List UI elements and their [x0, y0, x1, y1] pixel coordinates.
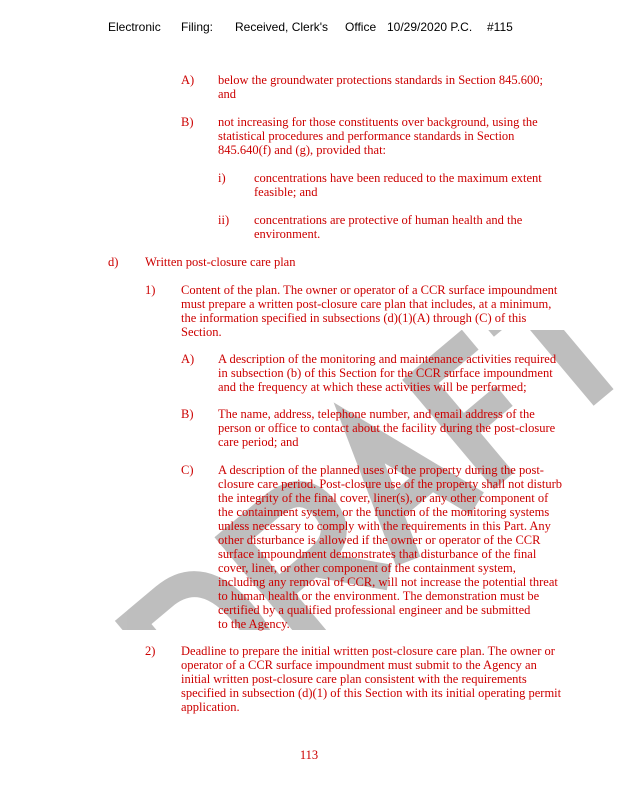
item-label: ii): [218, 213, 230, 227]
item-text-line: other disturbance is allowed if the owner or operator of the CCR: [218, 533, 541, 547]
item-text-line: certified by a qualified professional engineer and be submitted: [218, 603, 531, 617]
item-text-line: and the frequency at which these activities will be performed;: [218, 380, 527, 394]
item-text-line: feasible; and: [254, 185, 318, 199]
item-text-line: initial written post-closure care plan consistent with the requirements: [181, 672, 527, 686]
item-text-line: operator of a CCR surface impoundment must submit to the Agency an: [181, 658, 537, 672]
item-text-line: A description of the planned uses of the property during the post-: [218, 463, 544, 477]
item-text-line: Deadline to prepare the initial written post-closure care plan. The owner or: [181, 644, 555, 658]
item-text-line: to the Agency.: [218, 617, 290, 631]
item-text-line: statistical procedures and performance standards in Section: [218, 129, 515, 143]
item-text-line: Content of the plan. The owner or operator of a CCR surface impoundment: [181, 283, 558, 297]
item-text-line: and: [218, 87, 237, 101]
item-text-line: surface impoundment demonstrates that disturbance of the final: [218, 547, 537, 561]
item-label: A): [181, 73, 195, 87]
item-text-line: cover, liner, or other component of the containment system,: [218, 561, 516, 575]
item-text-line: concentrations have been reduced to the maximum extent: [254, 171, 542, 185]
item-text-line: 845.640(f) and (g), provided that:: [218, 143, 387, 157]
item-label: 1): [145, 283, 156, 297]
item-text-line: the integrity of the final cover, liner(s), or any other component of: [218, 491, 549, 505]
item-text-line: to human health or the environment. The demonstration must be: [218, 589, 540, 603]
filing-header: [108, 20, 513, 34]
item-label: B): [181, 115, 194, 129]
item-text-line: The name, address, telephone number, and email address of the: [218, 407, 535, 421]
item-label: B): [181, 407, 194, 421]
item-label: 2): [145, 644, 156, 658]
header-electronic: Electronic: [108, 20, 161, 34]
header-received: Received, Clerk's: [235, 20, 328, 34]
section-heading: Written post-closure care plan: [145, 255, 296, 269]
item-text-line: specified in subsection (d)(1) of this Section with its initial operating permit: [181, 686, 562, 700]
header-office: Office: [345, 20, 377, 34]
header-date: 10/29/2020 P.C.: [387, 20, 473, 34]
item-text-line: unless necessary to comply with the requirements in this Part. Any: [218, 519, 551, 533]
item-text-line: environment.: [254, 227, 321, 241]
item-label: i): [218, 171, 226, 185]
item-text-line: care period; and: [218, 435, 299, 449]
item-label: d): [108, 255, 119, 269]
header-number: #115: [487, 20, 513, 34]
item-text-line: person or office to contact about the facility during the post-closure: [218, 421, 556, 435]
item-text-line: including any removal of CCR, will not increase the potential threat: [218, 575, 558, 589]
item-text-line: below the groundwater protections standards in Section 845.600;: [218, 73, 543, 87]
item-text-line: the information specified in subsections (d)(1)(A) through (C) of this: [181, 311, 527, 325]
item-text-line: not increasing for those constituents over background, using the: [218, 115, 538, 129]
item-text-line: concentrations are protective of human health and the: [254, 213, 523, 227]
item-text-line: Section.: [181, 325, 222, 339]
item-text-line: A description of the monitoring and maintenance activities required: [218, 352, 557, 366]
item-label: C): [181, 463, 194, 477]
item-label: A): [181, 352, 195, 366]
item-text-line: the containment system, or the function of the monitoring systems: [218, 505, 550, 519]
item-text-line: application.: [181, 700, 240, 714]
item-text-line: must prepare a written post-closure care plan that includes, at a minimum,: [181, 297, 552, 311]
item-text-line: in subsection (b) of this Section for the CCR surface impoundment: [218, 366, 553, 380]
header-filing: Filing:: [181, 20, 214, 34]
item-text-line: closure care period. Post-closure use of the property shall not disturb: [218, 477, 563, 491]
page-number: 113: [299, 748, 319, 762]
